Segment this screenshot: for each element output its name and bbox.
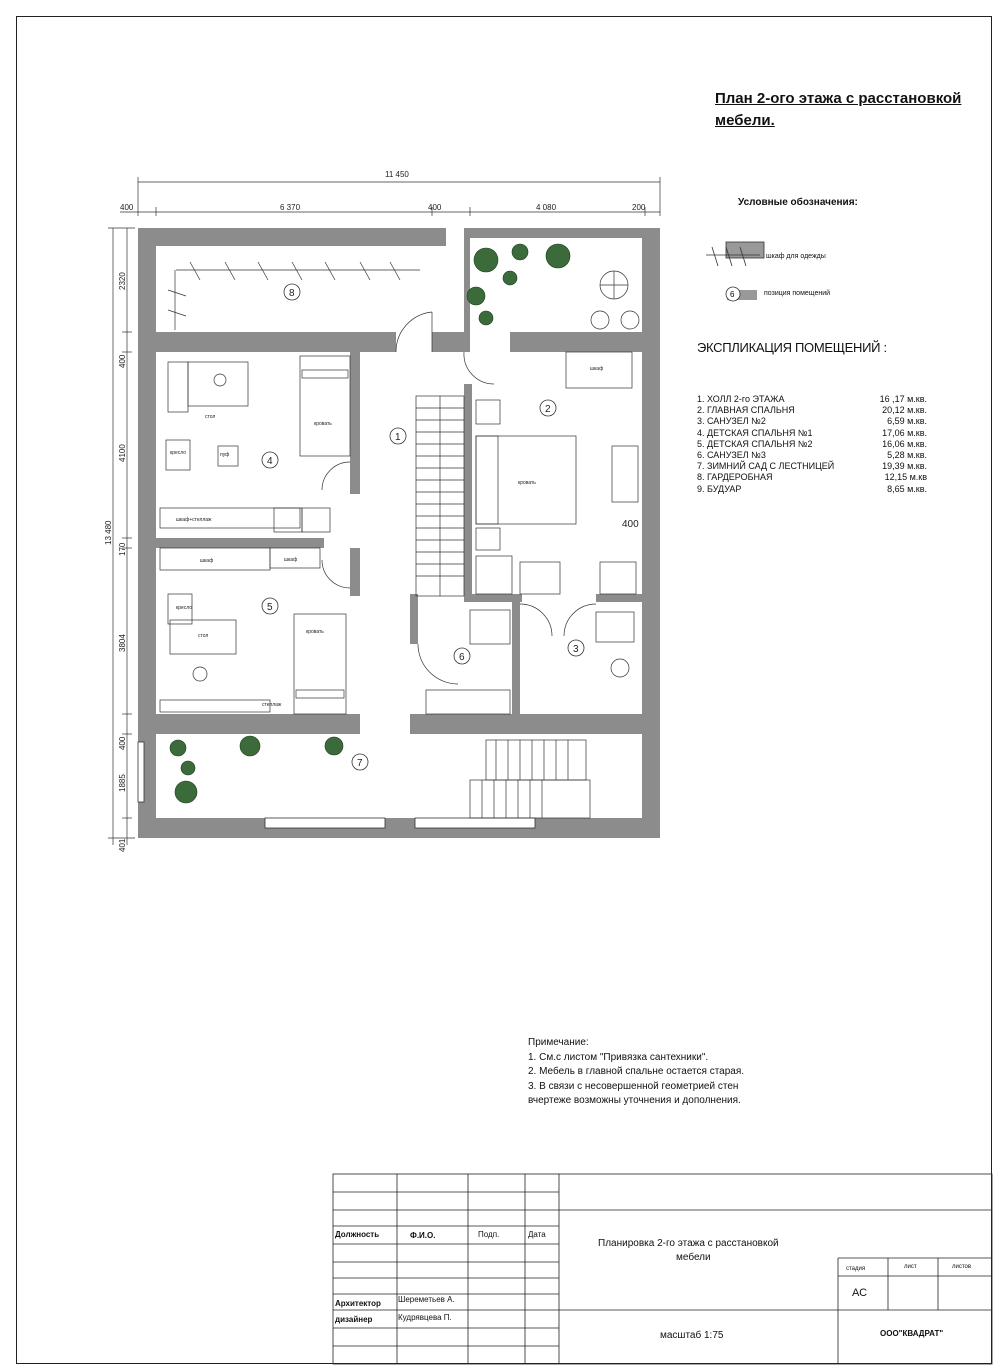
- pouf-label: пуф: [220, 452, 230, 458]
- plant-icon: [240, 736, 260, 756]
- dim-left: 400: [118, 354, 127, 368]
- explication-row: 4. ДЕТСКАЯ СПАЛЬНЯ №1 17,06 м.кв.: [697, 427, 927, 438]
- tb-scale: масштаб 1:75: [660, 1330, 724, 1341]
- bed-label: кровать: [314, 421, 332, 427]
- shelf-label: стеллаж: [262, 702, 282, 708]
- explication-row: 7. ЗИМНИЙ САД С ЛЕСТНИЦЕЙ 19,39 м.кв.: [697, 461, 927, 472]
- dim-left: 1885: [118, 774, 127, 792]
- room-number: 2: [545, 404, 551, 415]
- tb-architect-role: Архитектор: [335, 1299, 381, 1308]
- explication-row: 9. БУДУАР 8,65 м.кв.: [697, 483, 927, 494]
- explication-row: 5. ДЕТСКАЯ СПАЛЬНЯ №2 16,06 м.кв.: [697, 438, 927, 449]
- note-line: вчертеже возможны уточнения и дополнения.: [528, 1095, 741, 1106]
- tb-sheet-label: лист: [904, 1264, 917, 1270]
- bed-label: кровать: [518, 480, 536, 486]
- tb-architect-name: Шереметьев А.: [398, 1295, 455, 1304]
- tb-col-sign: Подп.: [478, 1230, 500, 1239]
- explication-row: 1. ХОЛЛ 2-го ЭТАЖА 16 ,17 м.кв.: [697, 394, 927, 404]
- bed-label: кровать: [306, 629, 324, 635]
- dim-left: 3804: [118, 634, 127, 652]
- dim-right-inner: 400: [622, 519, 639, 530]
- bedroom-2-furniture: [476, 352, 638, 594]
- dim-top: 200: [632, 203, 646, 212]
- plant-icon: [467, 287, 485, 305]
- plant-icon: [479, 311, 493, 325]
- room-number: 8: [289, 288, 295, 299]
- room-number: 6: [459, 652, 465, 663]
- explication-row: 6. САНУЗЕЛ №3 5,28 м.кв.: [697, 450, 927, 461]
- legend-room-position-label: позиция помещений: [764, 290, 831, 297]
- armchair-label: кресло: [170, 450, 187, 456]
- walls: [138, 228, 660, 838]
- note-line: 3. В связи с несовершенной геометрией стен: [528, 1080, 739, 1092]
- doors: [322, 352, 596, 684]
- note-heading: Примечание:: [528, 1037, 589, 1048]
- note-line: 1. См.с листом "Привязка сантехники".: [528, 1051, 709, 1063]
- plant-icon: [175, 781, 197, 803]
- dim-overall-width: 11 450: [385, 170, 409, 179]
- plant-icon: [325, 737, 343, 755]
- legend-wardrobe-label: шкаф для одежды: [766, 253, 826, 260]
- tb-sheets-label: листов: [952, 1264, 972, 1270]
- dim-left: 2320: [118, 272, 127, 290]
- tb-designer-name: Кудрявцева П.: [398, 1313, 452, 1322]
- dim-left-total: 13 480: [104, 520, 113, 545]
- plant-icon: [512, 244, 528, 260]
- dim-left: 4100: [118, 444, 127, 462]
- cupboard-label: шкаф: [590, 366, 604, 372]
- armchair-label: кресло: [176, 605, 193, 611]
- cupboard-label: шкаф: [284, 557, 298, 563]
- dim-top: 400: [428, 203, 442, 212]
- bedroom-4-furniture: [160, 356, 350, 532]
- title-line-1: План 2-ого этажа с расстановкой: [715, 90, 962, 107]
- dim-left: 401: [118, 838, 127, 852]
- room-number: 1: [395, 432, 401, 443]
- plant-icon: [546, 244, 570, 268]
- tb-drawing-title: Планировка 2-го этажа с расстановкой: [598, 1238, 779, 1249]
- tb-drawing-title-2: мебели: [676, 1252, 711, 1263]
- legend-wardrobe-symbol: [706, 242, 764, 266]
- plant-icon: [474, 248, 498, 272]
- dim-top: 4 080: [536, 203, 557, 212]
- table-label: стол: [205, 414, 216, 420]
- explication-row: 3. САНУЗЕЛ №2 6,59 м.кв.: [697, 416, 927, 427]
- dim-top: 400: [120, 203, 134, 212]
- dim-left: 400: [118, 736, 127, 750]
- tb-stage-value: АС: [852, 1287, 868, 1299]
- note-line: 2. Мебель в главной спальне остается старая.: [528, 1066, 745, 1077]
- table-label: стол: [198, 633, 209, 639]
- dim-left: 170: [118, 542, 127, 556]
- tb-designer-role: дизайнер: [335, 1315, 373, 1324]
- legend-room-position-symbol: [726, 287, 757, 301]
- wardrobe-shelf-label: шкаф+стеллаж: [176, 517, 212, 523]
- room-markers: [262, 284, 584, 770]
- dimension-lines: [108, 177, 660, 845]
- plant-icon: [170, 740, 186, 756]
- tb-stage-label: стадия: [846, 1266, 866, 1272]
- tb-col-name: Ф.И.О.: [410, 1231, 436, 1240]
- tb-company: ООО"КВАДРАТ": [880, 1329, 944, 1338]
- room-number: 3: [573, 644, 579, 655]
- explication-title: ЭКСПЛИКАЦИЯ ПОМЕЩЕНИЙ :: [697, 340, 887, 355]
- legend-title: Условные обозначения:: [738, 197, 858, 208]
- svg-text:6: 6: [730, 290, 735, 299]
- explication-row: 2. ГЛАВНАЯ СПАЛЬНЯ 20,12 м.кв.: [697, 405, 927, 416]
- explication-row: 8. ГАРДЕРОБНАЯ 12,15 м.кв: [697, 472, 927, 483]
- room-number: 4: [267, 456, 273, 467]
- dim-top: 6 370: [280, 203, 301, 212]
- plant-icon: [503, 271, 517, 285]
- staircase: [416, 396, 590, 818]
- wardrobe-label: шкаф: [200, 558, 214, 564]
- tb-col-position: Должность: [335, 1230, 380, 1239]
- plant-icon: [181, 761, 195, 775]
- room-number: 7: [357, 758, 363, 769]
- title-line-2: мебели.: [715, 112, 775, 129]
- room-number: 5: [267, 602, 273, 613]
- tb-col-date: Дата: [528, 1230, 546, 1239]
